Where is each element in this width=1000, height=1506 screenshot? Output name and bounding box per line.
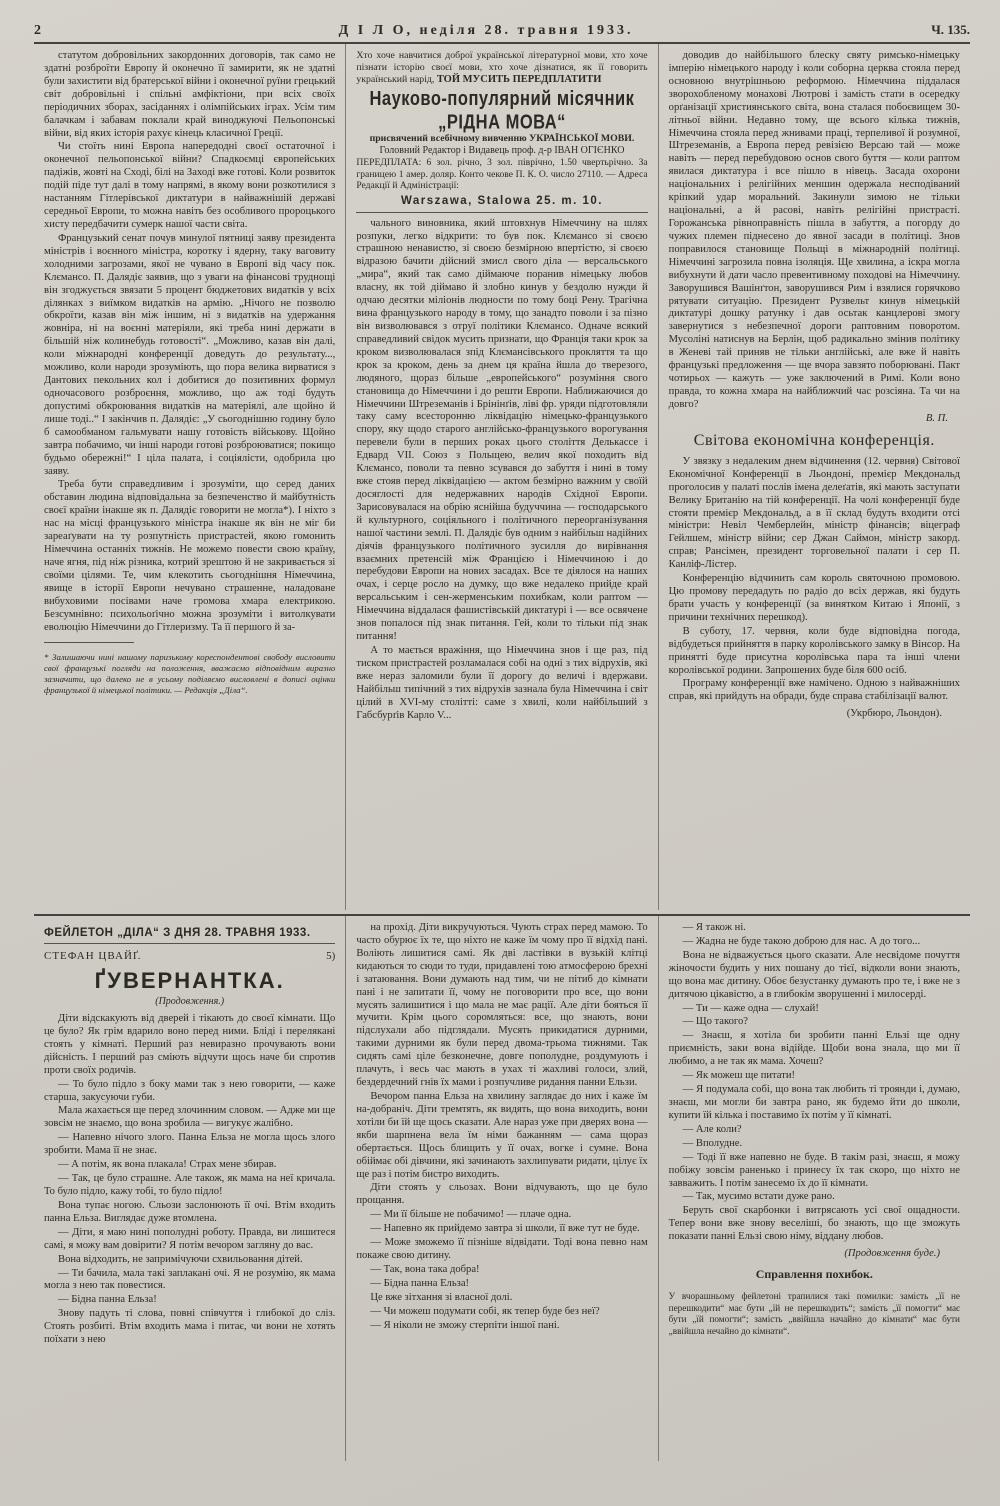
page-header [34,22,970,44]
paragraph: — Так, мусимо встати дуже рано. [682,1191,835,1203]
editorial-footnote: * Залишаючи нині нашому паризькому кореспондентові свободу висловити свої французькі погляди на положення, вважаємо відповідним виразно зазначити, що далеко не в усьому поділяємо висловлені в дописі оцінки французької й німецької політики. — Редакція „Діла“. [44,652,336,696]
paragraph: — То було підло з боку мами так з нею говорити, — каже старша, закусуючи губи. [44,1078,336,1103]
paragraph: — Бідна панна Ельза! [58,1294,157,1306]
feuilleton-author: СТЕФАН ЦВАЙҐ. [44,950,142,962]
paragraph: — Я також ні. [682,922,746,933]
paragraph: — Напевно нічого злого. Панна Ельза не могла щось злого зробити. Мама її не знає. [44,1132,336,1157]
paragraph: Вона не відважується цього сказати. Але несвідоме почуття жіночости будить у них пошану до тієї, відколи вони знають, що вона має дитину. Обоє безустанку думають про те, і вже не з дитячою цікавістю, а в глибокім зворушенні і милосерді. [668,949,960,1000]
paragraph: — Жадна не буде такою доброю для нас. А до того... [682,935,921,947]
paragraph: — Може зможемо її пізніше відвідати. Тоді вона певно нам покаже свою дитину. [356,1237,648,1262]
paragraph: Треба бути справедливим і зрозуміти, що серед даних обставин людина відповідальна за безпеченство й майбутність своєї країни інакше як п. Далядіє говорити не могла*). І ніхто з нас на місці французького міністра інакше як він не міг би зареаґувати на ту розпутність пристрастей, якою гомонить Німеччина останніх тижнів. Не можемо повести свою країну, наче ягня, під ніж різника, котрий зрештою й не закривається зі своїми цілями. Те, чим клекотить сьогоднішня Німеччина, явище в історії Европи нечувано страшенне, наладоване вибуховими посівами наче громова хмара електрикою. Безсумнівно: психольоґічно можна зрозуміти і витолкувати еволюцію Німеччини до Гітлеризму. Та її першого й за- [44,479,336,633]
feuilleton-byline [44,950,335,962]
ad-subscription-details: ПЕРЕДПЛАТА: 6 зол. річно, 3 зол. піврічно, 1.50 чвертьрічно. За границею 1 амер. доляр. Конто чекове П. К. О. число 27110. — Адреса Редакції й Адміністрації: [356,157,648,192]
ad-title: Науково-популярний місячник „РІДНА МОВА“ [369,87,635,134]
ad-intro [356,50,647,86]
feuilleton-part-number: 5) [326,950,336,962]
paragraph: Чи стоїть нині Европа напередодні своєї остаточної і оконечної пельопонської війни? Спадкоємці європейських падіжів, жовті на Сході, білі на Заході вже готові. Коли розвиток подій піде тут далі в тому напрямі, в якому вони розкотилися з настанням Гітлерівської диктатури в найважнішій державі середньої Европи, то можна навіть без особливого пророцького хисту передбачити сумерк нашої части світа. [44,141,336,230]
paragraph: Діти відскакують від дверей і тікають до своєї кімнати. Що це було? Як грім вдарило воно перед ними. Бліді і перелякані стоять у кімнаті. Перший раз невиразно прочувають вони дійсність. І перший раз сміють відчути щось наче би спротив проти своїх родичів. [44,1013,336,1076]
feuilleton-text-col1 [44,1013,335,1347]
paragraph: — Чи можеш подумати собі, як тепер буде без неї? [370,1305,600,1317]
feuilleton-columns [34,916,970,1461]
paragraph: — Ти бачила, мала такі заплакані очі. Я не розумію, як мама могла з нею так повестися. [44,1267,336,1292]
article-text-col1 [44,50,335,634]
top-column-1 [34,44,345,910]
paragraph: — Як можеш ще питати! [682,1070,796,1082]
paragraph: В суботу, 17. червня, коли буде відповідна погода, відбудеться прийняття в парку королівського замку в Вінсор. На принятті буде присутна королівська пара та інші члени королівської родини. Запрошених буде біля 600 осіб. [668,625,960,676]
corrections-heading: Справлення похибок. [755,1267,873,1282]
paragraph: — Тоді її вже напевно не буде. В такім разі, знаєш, я можу побіжу зовсім раненько і принесу їх так скоро, що ніхто не завважить. І потім занесемо їх до її кімнати. [668,1151,960,1189]
paragraph: — Знаєш, я хотіла би зробити панні Ельзі ще одну приємність, заки вона відійде. Щоби вона знала, що ми її любимо, а не так як мама. Хочеш? [668,1030,960,1068]
paragraph: — Діти, я маю нині пополудні роботу. Правда, ви лишитеся самі, я можу вам довірити? Я потім вечором загляну до вас. [44,1226,336,1251]
article-text-col2 [356,218,647,723]
feuilleton-subtitle: (Продовження.) [155,996,225,1007]
paragraph: — Вполудне. [682,1137,743,1149]
ad-intro-text: Хто хоче навчитися доброї української літературної мови, хто хоче пізнати історію своєї мови, хто хоче дізнатися, як її говорить український нарід, [356,50,648,85]
footnote-rule [44,642,134,643]
ad-subtitle: присвячений всебічному вивченню УКРАЇНСЬКОЇ МОВИ. [369,133,635,145]
paragraph: — А потім, як вона плакала! Страх мене збирав. [58,1159,277,1171]
conference-article-heading: Світова економічна конференція. [693,431,935,449]
issue-number: Ч. 135. [931,22,970,37]
news-agency-credit: (Укрбюро, Льондон). [846,708,942,720]
subscription-ad [356,50,647,213]
top-section [34,44,970,910]
article-text-col3 [669,50,960,412]
feuilleton-section [34,914,970,1461]
paragraph: на прохід. Діти викручуються. Чують страх перед мамою. То часто обурює їх те, що ніхто не каже їм чому про її відхід пані. Воліють лишитися самі. Як дві ластівки в вузькій клітці кидаються то сюди то туди, придавлені тою атмосферою брехні і затаювання. Вони думають над тим, чи не пітиб до кімнати пані і не запитати її, чому не поговорити про все, що вони мусять залишитися і що мала не має рації. Але діти бояться її мучити. Крім цього соромляться: все, що знають, вони підслухали або підглядали. Мусять прикидатися дурними, такими дурними як були перед двома-трьома тижнями. Так сидять самі ціле безконечне, довге пополудне, роздумують і плачуть, і весь час мають в ухах ті жахливі голоси, злий, бездердечний гнів їх мами і розпучливе ридання панни Ельзи. [356,922,648,1089]
paragraph: Конференцію відчинить сам король святочною промовою. Цю промову передадуть по радіо до всіх держав, які будуть брати участь у конференції (за винятком Китаю і Японії, з причини технічних перешкод). [668,573,960,623]
paragraph: Мала жахається ще перед злочинним словом. — Адже ми ще зовсім не знаємо, що вона зробила — вигукує жалібно. [44,1105,336,1130]
paragraph: — Я ніколи не зможу стерпіти іншої пані. [370,1319,560,1331]
paragraph: — Напевно як прийдемо завтра зі школи, її вже тут не буде. [370,1223,640,1235]
conference-article-text [669,456,960,705]
paragraph: — Але коли? [682,1123,742,1135]
feuilleton-column-2 [345,916,657,1461]
paragraph: Вечором панна Ельза на хвилину заглядає до них і каже їм на-добраніч. Діти тремтять, як видять, що вона виходить, вони хотіли би їй ще щось сказати. Але нараз уже при дверях вона — якби шарпнена вела їм німи бажанням — сама щораз обертається. Щось блищить у її очах, вогке і сумне. Вона обіймає обі дівчини, які зачинають захлипувати ридати, цілує їх ще раз і потім бистро виходить. [356,1090,648,1180]
paragraph: чального виновника, який штовхнув Німеччину на шлях розпуки, легко відкрити: то був пок. Клємансо зі своєю страшною ненавистю, зі своєю безмірною впертістю, зі своєю відразою бачити дійсний змисл свого діла — версальського „мира“, який так само діймаюче поранив німецьку любов власну, як той діймаво й злобно кинув у бездолю нужди й одчаю десятки міліонів людности по тому боці Рену. Трагічна вина французького народу в тому, що занадто поволи і за пізно він визволювався з отруї політики Клємансо. Одначе всякий справедливий свідок мусить признати, що Франція таки крок за кроком визволювалася зпід Клємансівського прокляття та що крок за кроком, день за днем ця країна йшла до тверезого, людяного, щораз більше „европейського“ розуміння свого становища до Німеччини і до решти Европи. Наближаючися до Німеччини Штреземанів і Брінінґів, ліві фр. уряди підготовляли таку саму всесторонню ліквідацію німецько-французького спору, яку щодо старого англійсько-французького ворогування перевели були в перших роках цього століття Делькассе і Едвард VII. Союз з Польщею, велич якої походить від Клємансо, поволи та певно зсувався до забуття і нині в тому вже стояв перед ліквідацією — актом безмірно важним у своїй досяглості для недержавних народів Східної Европи. Зарисовувалася на обрію яснійша будуччина — господарського й культурного, соціяльного і політичного переорганізування нашої частини землі. П. Далядіє був одним з найбільш надійних діячів французького політичного зусилля до вирівнання взаємних претенсій між Францією і Німеччиною і до перебудови Европи на нових засадах. Все те діялося на наших очах, і серце росло на думку, що вже недалеко прийде край версальським і сен-жерменським похибкам, коли раптом — Німеччина віддалася фашистівській диктатурі і — все освячене знов попалося під знак питання. Гей, коли то тільки під знак питання! [356,217,648,643]
paragraph: Програму конференції вже намічено. Одною з найважніших справ, які прийдуть на обради, буде справа стабілізації валют. [668,678,960,703]
feuilleton-section-header: ФЕЙЛЕТОН „ДІЛА“ З ДНЯ 28. ТРАВНЯ 1933. [44,922,335,944]
paragraph: Вона відходить, не запримічуючи схвильовання дітей. [58,1253,303,1265]
paragraph: Діти стоять у сльозах. Вони відчувають, що це було прощання. [356,1182,648,1207]
paragraph: Вона тупає ногою. Сльози заслонюють її очі. Втім входить панна Ельза. Виглядає дуже втомлена. [44,1199,336,1224]
paragraph: Знову падуть ті слова, повні співчуття і глибокої до сліз. Стоять розбиті. Втім входить мама і питає, чи вони не хотять поїхати з нею [44,1308,336,1346]
top-column-2 [345,44,657,910]
paragraph: — Так, вона така добра! [370,1263,480,1275]
paragraph: Це вже зітхання зі власної долі. [370,1291,513,1303]
article-author-initials: В. П. [925,412,948,424]
paragraph: А то мається вражіння, що Німеччина знов і ще раз, під тиском пристрастей розламалася собі на одні з тих відрухів, які вже нераз заломили були її дорогу до величі і вдержави. Найбільш типічний з тих відрухів зазнала була Німеччина і світ цілий в XVI-му столітті: саме з хвилі, коли найбільший з Габсбурґів Карло V... [356,645,648,721]
paragraph: — Бідна панна Ельза! [370,1277,470,1289]
paragraph: — Ми її більше не побачимо! — плаче одна. [370,1209,572,1221]
paragraph: Беруть свої скарбонки і витрясають усі свої ощадности. Тепер вони вже знову веселіші, бо знають, що ще зможуть показати панні Ельзі свою німу, віддану любов. [668,1205,960,1243]
feuilleton-text-col2 [356,922,647,1333]
corrections-text: У вчорашньому фейлетоні трапилися такі помилки: замість „її не перешкодити“ має бути „їй не перешкодить“; замість „її помогти“ має бути „їй помогти“; замість „ввійшла начайно до кімнати“ має бути „ввійшла нечайно до кімнати“. [668,1291,960,1336]
ad-intro-bold: ТОЙ МУСИТЬ ПЕРЕДПЛАТИТИ [436,73,602,85]
ad-address: Warszawa, Stalowa 25. m. 10. [400,194,603,207]
paragraph: — Що такого? [682,1016,748,1028]
masthead: Д І Л О, неділя 28. травня 1933. [338,23,634,38]
top-column-3 [658,44,970,910]
paragraph: — Так, це було страшне. Але також, як мама на неї кричала. То було підло, кажу тобі, то було підло! [44,1173,336,1197]
feuilleton-title: ҐУВЕРНАНТКА. [94,968,285,993]
paragraph: — Ти — каже одна — слухай! [682,1002,819,1014]
ad-editor-line: Головний Редактор і Видавець проф. д-р ІВАН ОГІЄНКО [379,145,625,157]
paragraph: доводив до найбільшого блеску святу римсько-німецьку імперію німецького народу і коли соборна церква стояла перед основною внутрішньою реформою. Німеччина піддалася зворохобленому монахові Лютрові і замість стати в осередку орґанізації християнського світа, вона сталася побоєвищем 30-літньої війни. Недавно тому, ще всього кілька тижнів, Німеччина стояла перед жнивами праці, терпеливої й розумної, Штреземанів, а Европа перед ревізією Версаю тай — може навіть — перед перебудовою основ свого буття — коли раптом явилася диктатура і все пішло в нівець. Засада охорони національних і релігійних меншин одержала несподіваний кріпкий удар моральний. Закинули зимою не тільки національні, а й расові, навіть релігійні пристрасті. Горожанська рівноправність пішла в забуття, а погорду до чужих племен піднесено до явної засади в політиці. Знов поправилося становище Польщі в міжнародній політиці. Німеччині загрозила повна ізоляція. Ще хвилина, а іскра могла вибухнути й дати часло превентивному походові на Німеччину. Заворушився Вашінґтон, заворушився Рим і взялися горячково рятувати ситуацію. Президент Рузвельт кинув німецькій диктатурі дошку ратунку і дав осьтак канцлерові змогу завернутися з небезпечної дороги раптовним поворотом. Мусоліні натиснув на Берлін, щоб радикально змінив політику в Женеві тай приняв не тільки англійські, але вже й навіть французькі предложення — ще вчора завзято поборювані. Пакт чотирьох — кажуть — уже заключений в Римі. Коли воно правда, то кожна хмара на найближчий час розсіяна. Та чи на довго? [668,50,960,410]
paragraph: Французький сенат почув минулої пятниці заяву президента міністрів і воєнного міністра, коротку і ядерну, таку ваговиту холодними загрозами, якої не чувано в Европі від часу пок. Клємансо. П. Далядіє заявив, що з уваги на фінансові труднощі він згоджується звязати 5 процент бюджетових видатків у всіх ділянках з виїмком видатків на армію. „Нічого не позволю обкроїти, казав він між іншим, ні з видатків на удержання жовніра, ні на воєнні матеріяли, які треба нині держати в більшій ніж колинебудь готовості“. „Можливо, казав він далі, коли міжнародні конференції доведуть до результату..., можливо, коли народи зрозуміють, що пора велика вирватися з Дантових пекольних кол і добитися до позитивних формул одночасового розброєння, можливо, що аж тоді будуть допустимі обкроювання видатків на матеріялі, але щойно й лише тоді..“ І закінчив п. Далядіє: „У сьогоднішню годину було б самообманом гальмувати нашу готовість військову. Щойно завтра побачимо, чи інші народи готові розброюватися; покищо будьмо обережні!“ І ціла палата, і соціялісти, одобрила цю заяву. [44,232,336,477]
to-be-continued-note: (Продовження буде.) [844,1248,940,1260]
page-number: 2 [34,23,41,38]
paragraph: — Я подумала собі, що вона так любить ті троянди і, думаю, знаєш, ми могли би завтра рано, як будемо йти до школи, купити їй кілька і поставимо їх потім у її кімнаті. [668,1084,960,1121]
paragraph: У звязку з недалеким днем відчинення (12. червня) Світової Економічної Конференції в Льондоні, премієр Мекдональд проголосив у палаті послів імена делеґатів, які мають заступати Велику Британію на тій конференції. На чолі конференції буде стояти премієр Мекдональд, а в її склад будуть входити отсі міністри: Невіл Чемберлейн, міністр фінансів; віцеграф Гейлшем, міністр війни; сер Джан Саймон, міністр закорд. справ; Рансімен, президент торговельної палати і сер П. Канліф-Лістер. [668,455,960,571]
feuilleton-column-1 [34,916,345,1461]
paragraph: статутом добровільних закордонних договорів, так само не здатні розброїти Европу й оконечно її замирити, як не здатні були захистити від братерської війни і оконечної руїни грецький світ добровільні і спільні амфіктіони, при всіх своїх періодичних зборах, засіданнях і олімпійських іграх. Усім тим балачкам і забавам поклали край виноджуючі Пельопонські війни, від яких історія рахує кінець класичної Греції. [44,50,336,139]
feuilleton-column-3 [658,916,970,1461]
feuilleton-text-col3 [669,922,960,1244]
